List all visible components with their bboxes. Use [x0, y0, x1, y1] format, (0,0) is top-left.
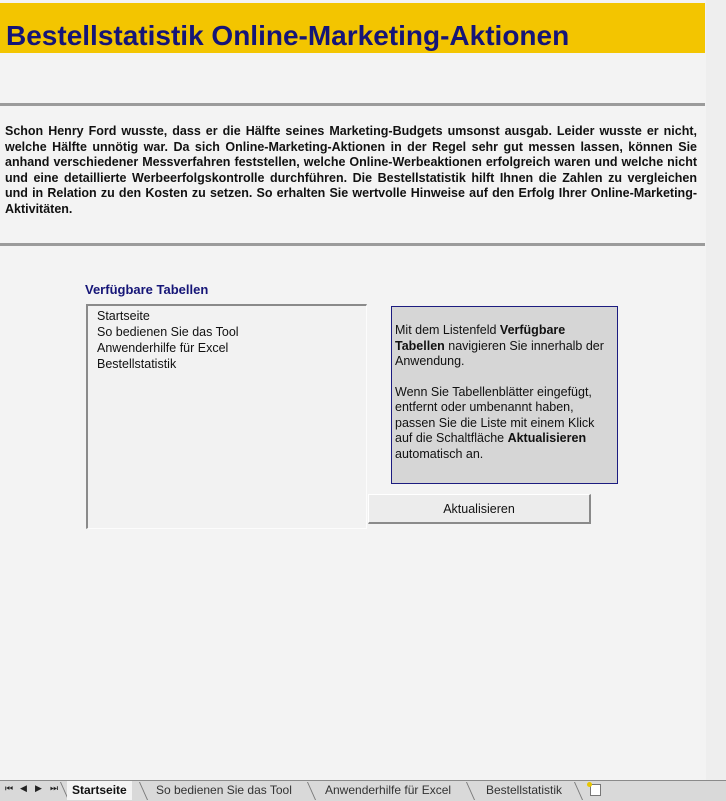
insert-sheet-icon[interactable]: [590, 784, 601, 796]
info-box: [391, 306, 618, 484]
list-item[interactable]: Anwenderhilfe für Excel: [97, 341, 229, 355]
tables-list-heading: Verfügbare Tabellen: [85, 282, 209, 297]
tab-separator: [466, 782, 475, 800]
tab-separator: [307, 782, 316, 800]
page-title: Bestellstatistik Online-Marketing-Aktionen: [6, 20, 570, 51]
divider-bottom: [0, 243, 705, 246]
list-item[interactable]: So bedienen Sie das Tool: [97, 325, 239, 339]
tab-startseite[interactable]: Startseite: [67, 781, 132, 800]
tab-separator: [139, 782, 148, 800]
tables-listbox[interactable]: [86, 304, 367, 529]
info-text: automatisch an.: [395, 446, 484, 461]
tab-anwenderhilfe-fuer-excel[interactable]: Anwenderhilfe für Excel: [325, 783, 452, 797]
divider-top: [0, 103, 705, 106]
right-margin: [706, 0, 726, 780]
list-item[interactable]: Startseite: [97, 309, 150, 323]
info-text: Wenn Sie Tabellenblätter eingefügt, entfernt oder umbenannt haben, passen Sie die Liste mit einem Klick auf die Schaltfläche: [395, 384, 595, 445]
list-item[interactable]: Bestellstatistik: [97, 357, 177, 371]
last-sheet-icon[interactable]: ⏭: [50, 783, 59, 793]
info-text: Mit dem Listenfeld: [395, 323, 500, 337]
info-paragraph-refresh: [395, 385, 611, 463]
tab-bestellstatistik[interactable]: Bestellstatistik: [486, 783, 563, 797]
tab-separator: [574, 782, 583, 800]
title-banner: [0, 3, 705, 53]
info-bold-text: Verfügbare Tabellen: [395, 323, 566, 353]
intro-text: Schon Henry Ford wusste, dass er die Hälfte seines Marketing-Budgets umsonst ausgab. Leider wusste er nicht, welche Hälfte unnötig war. Da sich Online-Marketing-Aktionen in der Regel sehr gut messen lassen, können Sie anhand verschiedener Messverfahren feststellen, welche Online-Werbeaktionen erfolgreich waren und welche nicht und eine detaillierte Werbeerfolgskontrolle durchführen. Die Bestellstatistik hilft Ihnen die Zahlen zu vergleichen und in Relation zu den Kosten zu setzen. So erhalten Sie wertvolle Hinweise auf den Erfolg Ihrer Online-Marketing-Aktivitäten.: [5, 124, 697, 216]
previous-sheet-icon[interactable]: ◀: [20, 783, 27, 793]
info-bold-text: Aktualisieren: [507, 431, 587, 445]
first-sheet-icon[interactable]: ⏮: [5, 783, 14, 793]
info-paragraph-navigation: [395, 323, 611, 370]
tab-so-bedienen-sie-das-tool[interactable]: So bedienen Sie das Tool: [156, 783, 292, 797]
refresh-button[interactable]: Aktualisieren: [368, 494, 591, 524]
next-sheet-icon[interactable]: ▶: [35, 783, 42, 793]
info-text: navigieren Sie innerhalb der Anwendung.: [395, 338, 604, 368]
sheet-tab-bar: [0, 780, 726, 801]
